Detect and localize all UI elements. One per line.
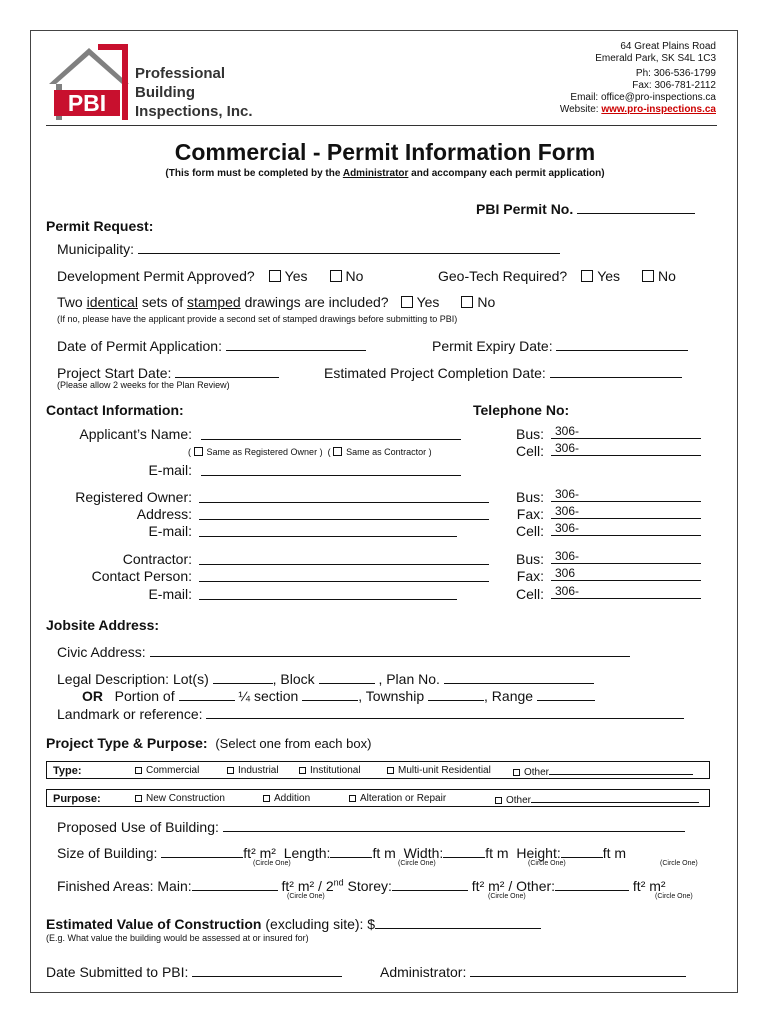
purpose-alteration-label: Alteration or Repair (360, 793, 447, 804)
owner-cell-label: Cell: (515, 523, 544, 539)
permit-no-field[interactable] (577, 200, 695, 214)
type-multiunit-checkbox[interactable] (387, 767, 394, 774)
owner-email-label: E-mail: (148, 523, 192, 539)
estimate-note: (E.g. What value the building would be assessed at or insured for) (46, 933, 309, 943)
two-sets-no-label: No (477, 294, 496, 310)
two-sets-mid: sets of (137, 294, 187, 310)
height-field[interactable] (561, 844, 603, 858)
two-sets-identical: identical (86, 294, 138, 310)
type-option-multiunit[interactable] (387, 765, 491, 776)
registered-owner-field[interactable] (199, 489, 489, 503)
lot-field[interactable] (213, 670, 273, 684)
geotech-no-checkbox[interactable] (642, 270, 654, 282)
finished-main-label: Finished Areas: Main: (57, 878, 192, 894)
owner-bus-field[interactable]: 306- (551, 487, 701, 502)
height-unit: ft m (602, 845, 627, 861)
purpose-option-other[interactable] (495, 793, 699, 806)
quarter-section-field[interactable] (302, 687, 358, 701)
contact-heading: Contact Information: (46, 402, 184, 418)
contact-person-label: Contact Person: (91, 568, 192, 584)
applicant-email-field[interactable] (201, 462, 461, 476)
length-circle-one: (Circle One) (398, 860, 436, 867)
portion-of-field[interactable] (179, 687, 235, 701)
owner-bus-label: Bus: (515, 489, 544, 505)
type-option-commercial[interactable] (135, 765, 199, 776)
estimate-field[interactable] (375, 915, 541, 929)
applicant-bus-label: Bus: (515, 426, 544, 442)
purpose-alteration-checkbox[interactable] (349, 795, 356, 802)
dev-permit-yes-label: Yes (284, 268, 308, 284)
geotech-yes-label: Yes (597, 268, 621, 284)
subtitle-pre: (This form must be completed by the (165, 168, 343, 179)
landmark-field[interactable] (206, 705, 684, 719)
jobsite-heading: Jobsite Address: (46, 617, 160, 633)
length-label: Length: (283, 845, 331, 861)
width-label: Width: (403, 845, 444, 861)
if-no-note: (If no, please have the applicant provide a second set of stamped drawings before submitting to PBI) (57, 314, 458, 324)
type-institutional-label: Institutional (310, 765, 361, 776)
finished-main-unit: ft² m² (281, 878, 315, 894)
purpose-other-label: Other (506, 795, 532, 806)
plan-review-note: (Please allow 2 weeks for the Plan Review) (57, 380, 230, 390)
proposed-use-label: Proposed Use of Building: (57, 819, 219, 835)
width-unit: ft m (485, 845, 509, 861)
permit-request-heading: Permit Request: (46, 218, 154, 234)
geotech-row (438, 268, 676, 284)
applicant-name-label: Applicant’s Name: (79, 426, 192, 442)
contractor-label: Contractor: (122, 551, 192, 567)
proposed-use-row (57, 818, 685, 835)
company-address (595, 41, 716, 65)
applicant-name-field[interactable] (201, 426, 461, 440)
date-submitted-row (46, 963, 342, 980)
width-field[interactable] (443, 844, 485, 858)
plan-no-field[interactable] (444, 670, 594, 684)
dev-permit-row (57, 268, 363, 284)
applicant-cell-label: Cell: (515, 443, 544, 459)
civic-address-row (57, 643, 630, 660)
type-box (46, 761, 710, 779)
project-heading-row (46, 735, 371, 751)
date-application-field[interactable] (226, 337, 366, 351)
type-option-industrial[interactable] (227, 765, 279, 776)
purpose-addition-label: Addition (274, 793, 311, 804)
landmark-label: Landmark or reference: (57, 706, 203, 722)
administrator-row (380, 963, 686, 980)
form-title: Commercial - Permit Information Form (174, 139, 596, 165)
permit-no-label: PBI Permit No. (476, 201, 574, 217)
date-application-row (57, 337, 366, 354)
date-submitted-field[interactable] (192, 963, 342, 977)
other-area-field[interactable] (555, 877, 629, 891)
block-field[interactable] (319, 670, 375, 684)
permit-no-row (476, 200, 695, 217)
purpose-new-checkbox[interactable] (135, 795, 142, 802)
second-storey-label: Storey: (343, 878, 392, 894)
dev-permit-no-checkbox[interactable] (330, 270, 342, 282)
length-unit: ft m (372, 845, 396, 861)
other-circle-one: (Circle One) (655, 893, 693, 900)
type-multiunit-label: Multi-unit Residential (398, 765, 491, 776)
date-application-label: Date of Permit Application: (57, 338, 222, 354)
company-phone: Ph: 306-536-1799 (635, 68, 716, 79)
administrator-field[interactable] (470, 963, 686, 977)
contractor-cell-field[interactable]: 306- (551, 584, 701, 599)
civic-address-field[interactable] (150, 643, 630, 657)
size-unit: ft² m² (243, 845, 276, 861)
two-sets-yes-checkbox[interactable] (401, 296, 413, 308)
company-contact (560, 68, 716, 116)
township-field[interactable] (428, 687, 484, 701)
finished-areas-row (57, 877, 666, 894)
project-heading-note: (Select one from each box) (215, 736, 372, 751)
second-storey-unit: ft² m² (471, 878, 505, 894)
municipality-field[interactable] (138, 240, 560, 254)
form-subtitle (0, 168, 770, 179)
registered-owner-label: Registered Owner: (75, 489, 192, 505)
size-circle-one: (Circle One) (253, 860, 291, 867)
height-label: Height: (516, 845, 561, 861)
purpose-box (46, 789, 710, 807)
plan-no-label: , Plan No. (378, 671, 440, 687)
two-sets-stamped: stamped (186, 294, 241, 310)
header-divider (46, 125, 717, 126)
contractor-bus-field[interactable]: 306- (551, 549, 701, 564)
address-line2: Emerald Park, SK S4L 1C3 (595, 53, 716, 64)
same-contractor-checkbox[interactable] (333, 447, 342, 456)
finished-main-field[interactable] (192, 877, 278, 891)
company-name (135, 64, 253, 121)
township-label: , Township (358, 688, 425, 704)
logo-letters: PBI (67, 90, 107, 116)
dev-permit-label: Development Permit Approved? (57, 268, 255, 284)
type-other-field[interactable] (549, 765, 693, 775)
second-storey-sup: nd (333, 877, 344, 888)
geotech-yes-checkbox[interactable] (581, 270, 593, 282)
geotech-no-label: No (658, 268, 676, 284)
project-start-field[interactable] (175, 364, 279, 378)
purpose-option-new[interactable] (135, 793, 225, 804)
second-storey-pre: / 2 (314, 878, 334, 894)
civic-address-label: Civic Address: (57, 644, 146, 660)
size-label: Size of Building: (57, 845, 158, 861)
type-industrial-label: Industrial (238, 765, 279, 776)
legal-row (57, 670, 594, 687)
est-completion-field[interactable] (550, 364, 682, 378)
applicant-email-label: E-mail: (148, 462, 192, 478)
dev-permit-yes-checkbox[interactable] (269, 270, 281, 282)
second-storey-field[interactable] (392, 877, 468, 891)
height-circle-one: (Circle One) (660, 860, 698, 867)
type-industrial-checkbox[interactable] (227, 767, 234, 774)
company-fax: Fax: 306-781-2112 (632, 80, 716, 91)
permit-expiry-field[interactable] (556, 337, 688, 351)
company-name-line3: Inspections, Inc. (135, 103, 253, 120)
block-label: , Block (272, 671, 315, 687)
address-line1: 64 Great Plains Road (620, 41, 716, 52)
contractor-fax-field[interactable]: 306 (551, 566, 701, 581)
purpose-other-checkbox[interactable] (495, 797, 502, 804)
owner-address-field[interactable] (199, 506, 489, 520)
purpose-option-alteration[interactable] (349, 793, 446, 804)
type-other-label: Other (524, 767, 550, 778)
estimate-excluding: (excluding site): $ (261, 916, 376, 932)
contractor-cell-label: Cell: (515, 586, 544, 602)
purpose-addition-checkbox[interactable] (263, 795, 270, 802)
owner-fax-label: Fax: (516, 506, 544, 522)
contractor-email-label: E-mail: (148, 586, 192, 602)
main-circle-one: (Circle One) (287, 893, 325, 900)
range-field[interactable] (537, 687, 595, 701)
lot-label: Legal Description: Lot(s) (57, 671, 209, 687)
company-name-line1: Professional (135, 65, 226, 82)
applicant-cell-field[interactable]: 306- (551, 441, 701, 456)
type-commercial-label: Commercial (146, 765, 200, 776)
pbi-logo-icon (46, 40, 132, 124)
range-label: , Range (484, 688, 534, 704)
same-owner-label: Same as Registered Owner ) (206, 447, 323, 457)
project-start-label: Project Start Date: (57, 365, 172, 381)
other-area-unit: ft² m² (632, 878, 666, 894)
project-heading: Project Type & Purpose: (46, 735, 208, 751)
same-contractor-paren: ( (327, 447, 331, 457)
project-start-row (57, 364, 279, 381)
two-sets-yes-label: Yes (416, 294, 440, 310)
length-field[interactable] (330, 844, 372, 858)
administrator-label: Administrator: (380, 964, 467, 980)
portion-row (82, 687, 595, 704)
contractor-field[interactable] (199, 551, 489, 565)
contact-person-field[interactable] (199, 568, 489, 582)
est-completion-label: Estimated Project Completion Date: (324, 365, 546, 381)
subtitle-admin: Administrator (342, 168, 409, 179)
type-commercial-checkbox[interactable] (135, 767, 142, 774)
type-label: Type: (53, 765, 82, 777)
telephone-heading: Telephone No: (473, 402, 570, 418)
contractor-bus-label: Bus: (515, 551, 544, 567)
purpose-label: Purpose: (53, 793, 101, 805)
same-as-row (188, 447, 432, 457)
estimate-label: Estimated Value of Construction (46, 916, 262, 932)
storey-circle-one: (Circle One) (488, 893, 526, 900)
same-owner-checkbox[interactable] (194, 447, 203, 456)
owner-fax-field[interactable]: 306- (551, 504, 701, 519)
company-name-line2: Building (135, 84, 195, 101)
two-sets-pre: Two (57, 294, 87, 310)
contractor-fax-label: Fax: (516, 568, 544, 584)
estimate-row (46, 915, 541, 932)
purpose-new-label: New Construction (146, 793, 225, 804)
dev-permit-no-label: No (345, 268, 364, 284)
same-owner-paren: ( (188, 447, 191, 457)
type-option-other[interactable] (513, 765, 693, 778)
size-field[interactable] (161, 844, 243, 858)
proposed-use-field[interactable] (223, 818, 685, 832)
purpose-option-addition[interactable] (263, 793, 310, 804)
applicant-bus-field[interactable]: 306- (551, 424, 701, 439)
same-contractor-label: Same as Contractor ) (346, 447, 432, 457)
type-option-institutional[interactable] (299, 765, 361, 776)
landmark-row (57, 705, 684, 722)
geotech-label: Geo-Tech Required? (438, 268, 568, 284)
municipality-label: Municipality: (57, 241, 135, 257)
type-other-checkbox[interactable] (513, 769, 520, 776)
two-sets-post: drawings are included? (240, 294, 389, 310)
permit-expiry-label: Permit Expiry Date: (432, 338, 553, 354)
owner-address-label: Address: (136, 506, 192, 522)
portion-of-label: Portion of (114, 688, 175, 704)
contractor-email-field[interactable] (199, 586, 457, 600)
two-sets-no-checkbox[interactable] (461, 296, 473, 308)
two-sets-row (57, 294, 495, 310)
date-submitted-label: Date Submitted to PBI: (46, 964, 189, 980)
website-label: Website: (559, 104, 602, 115)
website-link[interactable]: www.pro-inspections.ca (601, 104, 716, 115)
municipality-row (57, 240, 560, 257)
purpose-other-field[interactable] (531, 793, 699, 803)
company-website-row (560, 104, 716, 116)
permit-expiry-row (432, 337, 688, 354)
company-email: Email: office@pro-inspections.ca (570, 92, 716, 103)
owner-cell-field[interactable]: 306- (551, 521, 701, 536)
subtitle-post: and accompany each permit application) (408, 168, 605, 179)
width-circle-one: (Circle One) (528, 860, 566, 867)
or-label: OR (82, 688, 103, 704)
other-area-label: / Other: (504, 878, 556, 894)
type-institutional-checkbox[interactable] (299, 767, 306, 774)
size-row (57, 844, 626, 861)
quarter-section-label: ¼ section (238, 688, 299, 704)
owner-email-field[interactable] (199, 523, 457, 537)
est-completion-row (324, 364, 682, 381)
